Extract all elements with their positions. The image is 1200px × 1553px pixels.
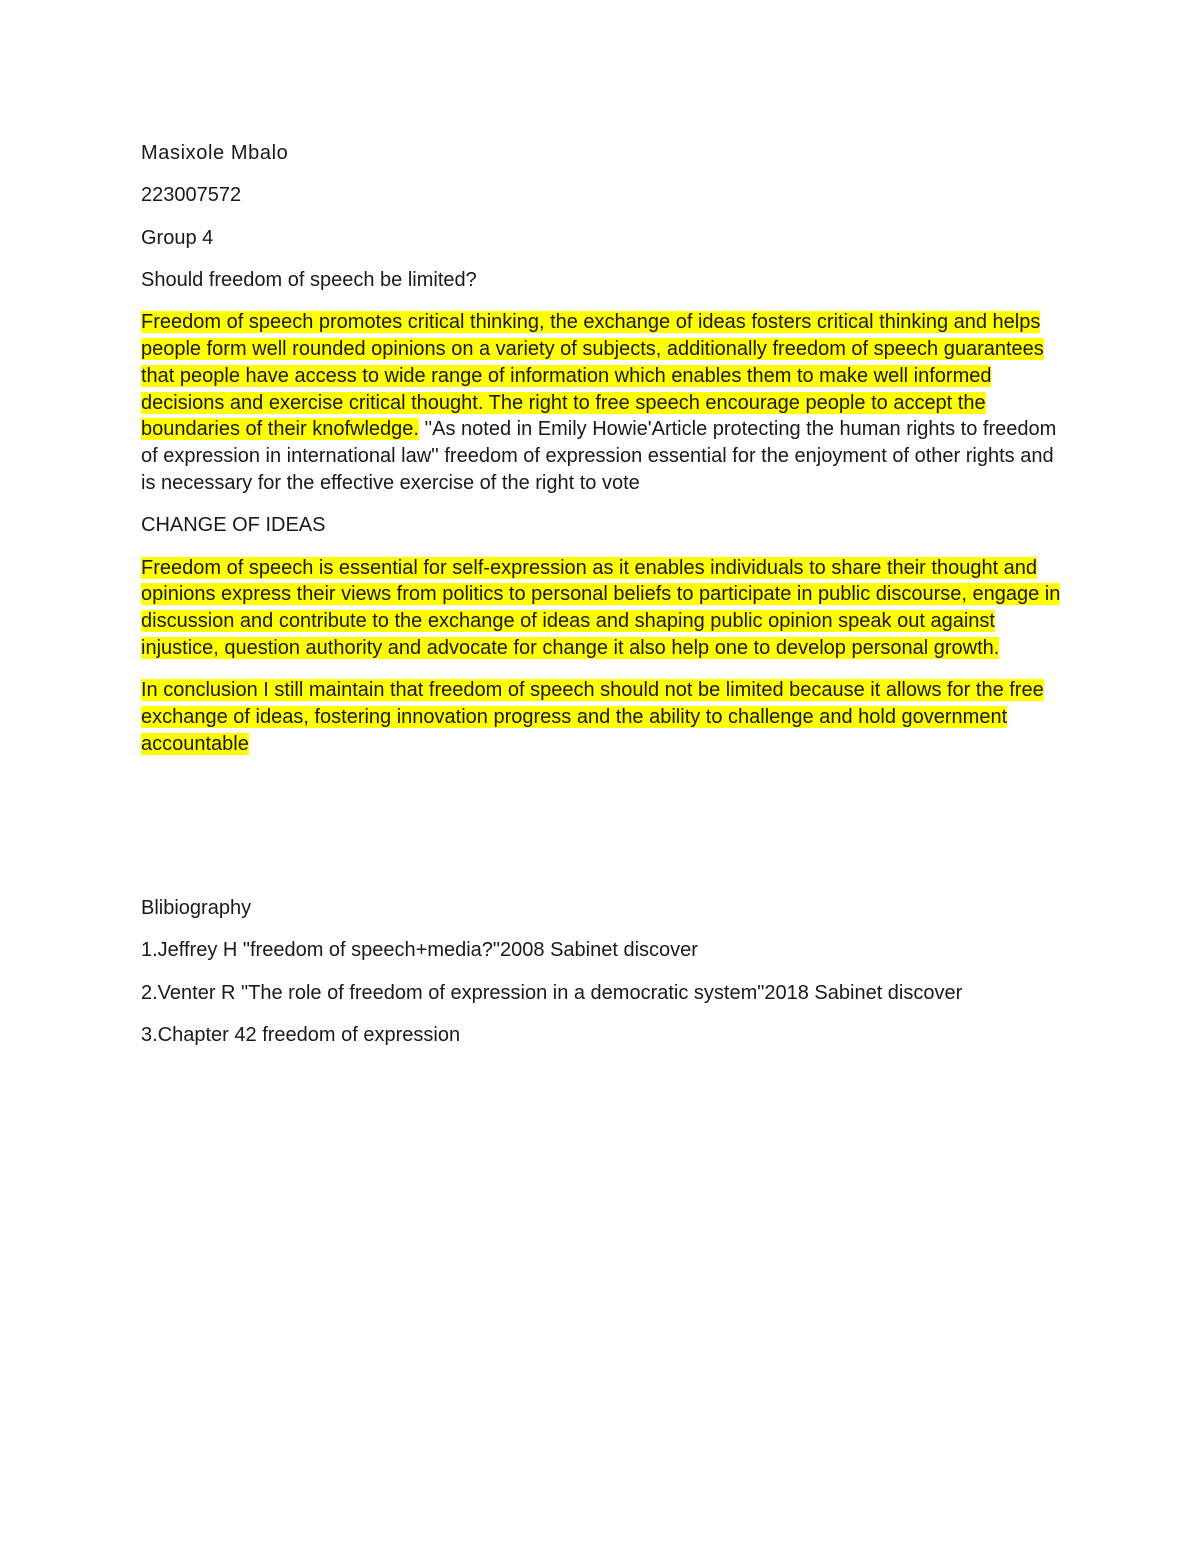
- author-name: Masixole Mbalo: [141, 142, 289, 164]
- highlighted-text: Freedom of speech promotes critical thinking, the exchange of ideas fosters critical thinking and helps people form well rounded opinions on a variety of subjects, additionally freedom of speech guarantees that people have access to wide range of information which enables them to make well informed decisions and exercise critical thought. The right to free speech encourage people to accept the boundaries of their knofwledge.: [141, 311, 1044, 441]
- bibliography-heading: Blibiography: [141, 897, 252, 920]
- highlighted-text: In conclusion I still maintain that freedom of speech should not be limited because it allows for the free exchange of ideas, fostering innovation progress and the ability to challenge and hold government accountable: [141, 679, 1044, 755]
- paragraph-self-expression: [141, 555, 1071, 662]
- student-number: 223007572: [141, 184, 242, 207]
- section-heading: CHANGE OF IDEAS: [141, 514, 326, 537]
- paragraph-conclusion: [141, 677, 1071, 757]
- paragraph-intro: [141, 309, 1071, 497]
- bibliography-item: 1.Jeffrey H "freedom of speech+media?"2008 Sabinet discover: [141, 939, 698, 962]
- bibliography-item: 3.Chapter 42 freedom of expression: [141, 1024, 461, 1047]
- citation-text: ''As noted in Emily Howie'Article protecting the human rights to freedom of expression in international law'' freedom of expression essential for the enjoyment of other rights and is necessary for the effective exercise of the right to vote: [141, 418, 1057, 494]
- bibliography-item: 2.Venter R "The role of freedom of expression in a democratic system"2018 Sabinet discover: [141, 981, 963, 1004]
- essay-question: Should freedom of speech be limited?: [141, 268, 477, 291]
- group-label: Group 4: [141, 226, 214, 249]
- highlighted-text: Freedom of speech is essential for self-expression as it enables individuals to share their thought and opinions express their views from politics to personal beliefs to participate in public discourse, engage in discussion and contribute to the exchange of ideas and shaping public opinion speak out against injustice, question authority and advocate for change it also help one to develop personal growth.: [141, 556, 1061, 659]
- document-body: [141, 140, 1071, 1064]
- blank-space: [141, 773, 1071, 895]
